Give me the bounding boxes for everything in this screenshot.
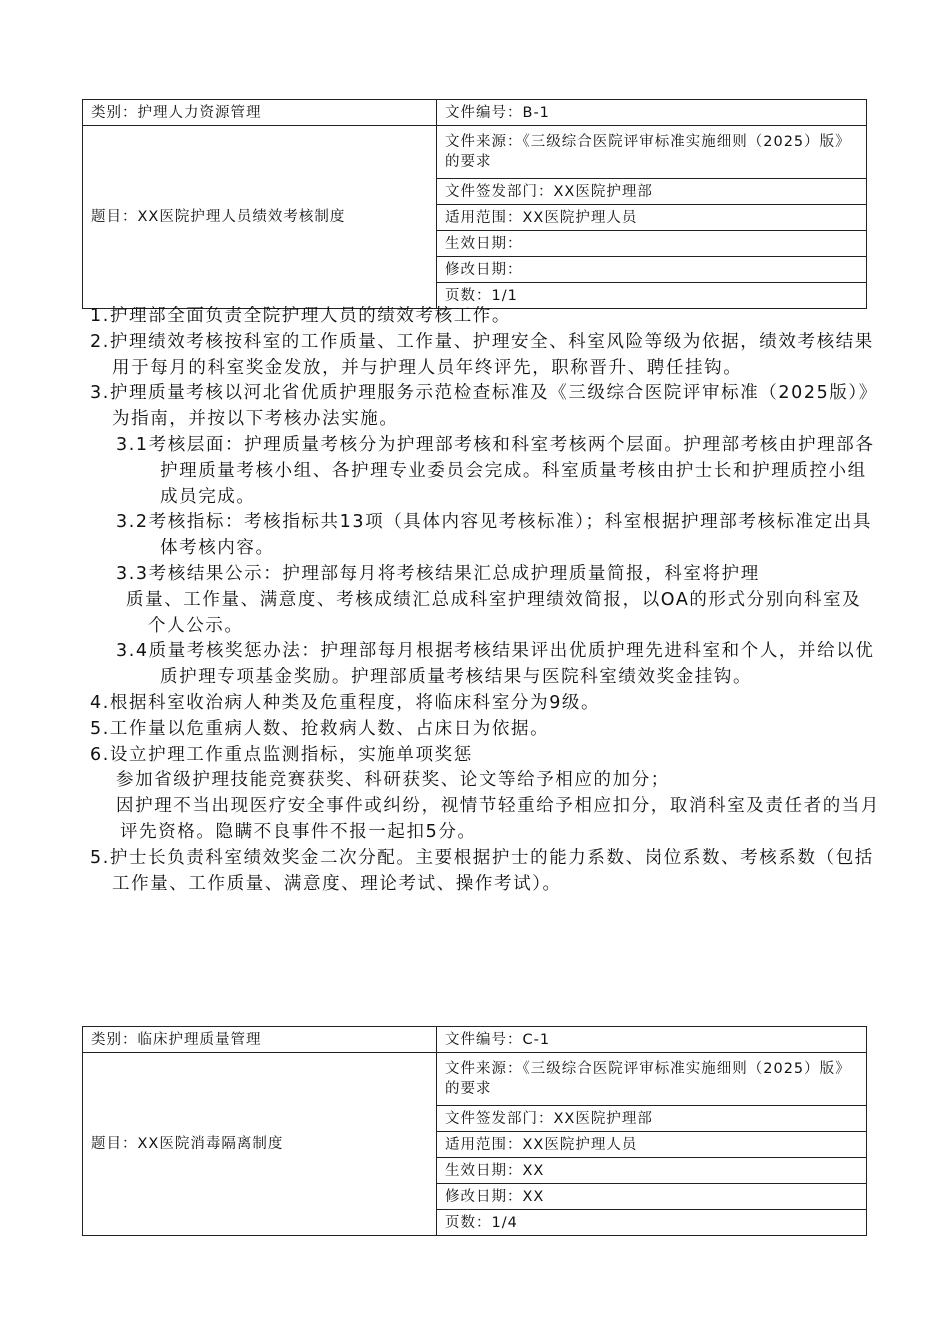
item-1: 1.护理部全面负责全院护理人员的绩效考核工作。 xyxy=(90,306,511,326)
item-2: 2.护理绩效考核按科室的工作质量、工作量、护理安全、科室风险等级为依据，绩效考核结果用于每月的科室奖金发放，并与护理人员年终评先，职称晋升、聘任挂钩。 xyxy=(90,331,874,378)
page-count-cell: 页数：1/1 xyxy=(437,283,867,309)
item-4: 4.根据科室收治病人种类及危重程度，将临床科室分为9级。 xyxy=(90,692,601,713)
source-cell: 文件来源：《三级综合医院评审标准实施细则（2025）版》的要求 xyxy=(437,126,867,179)
title-cell: 题目：XX医院护理人员绩效考核制度 xyxy=(83,126,437,309)
document-body xyxy=(90,304,880,897)
item-7: 5.护士长负责科室绩效奖金二次分配。主要根据护士的能力系数、岗位系数、考核系数（包括工作量、工作质量、满意度、理论考试、操作考试）。 xyxy=(90,847,874,894)
effective-date-cell: 生效日期： xyxy=(437,231,867,257)
category-cell: 类别：护理人力资源管理 xyxy=(83,100,437,126)
scope-cell: 适用范围：XX医院护理人员 xyxy=(437,205,867,231)
item-3: 3.护理质量考核以河北省优质护理服务示范检查标准及《三级综合医院评审标准（2025版）》为指南，并按以下考核办法实施。 xyxy=(90,383,878,430)
source-cell: 文件来源：《三级综合医院评审标准实施细则（2025）版》的要求 xyxy=(437,1053,867,1106)
file-number-cell: 文件编号：B-1 xyxy=(437,100,867,126)
revised-date-cell: 修改日期：XX xyxy=(437,1184,867,1210)
issuing-dept-cell: 文件签发部门：XX医院护理部 xyxy=(437,179,867,205)
item-3-2: 3.2考核指标：考核指标共13项（具体内容见考核标准）；科室根据护理部考核标准定出具体考核内容。 xyxy=(116,512,873,559)
page-count-cell: 页数：1/4 xyxy=(437,1210,867,1236)
item-6-penalty: 因护理不当出现医疗安全事件或纠纷，视情节轻重给予相应扣分，取消科室及责任者的当月评先资格。隐瞒不良事件不报一起扣5分。 xyxy=(116,796,880,842)
item-6-bonus: 参加省级护理技能竞赛获奖、科研获奖、论文等给予相应的加分； xyxy=(116,770,670,791)
issuing-dept-cell: 文件签发部门：XX医院护理部 xyxy=(437,1106,867,1132)
title-cell: 题目：XX医院消毒隔离制度 xyxy=(83,1053,437,1236)
item-3-4: 3.4质量考核奖惩办法：护理部每月根据考核结果评出优质护理先进科室和个人，并给以优质护理专项基金奖励。护理部质量考核结果与医院科室绩效奖金挂钩。 xyxy=(116,641,875,688)
revised-date-cell: 修改日期： xyxy=(437,257,867,283)
item-3-3-continued: 质量、工作量、满意度、考核成绩汇总成科室护理绩效简报，以OA的形式分别向科室及个人公示。 xyxy=(126,589,862,636)
scope-cell: 适用范围：XX医院护理人员 xyxy=(437,1132,867,1158)
document-header-table-2 xyxy=(82,1026,867,1236)
file-number-cell: 文件编号：C-1 xyxy=(437,1027,867,1053)
item-3-1: 3.1考核层面：护理质量考核分为护理部考核和科室考核两个层面。护理部考核由护理部各护理质量考核小组、各护理专业委员会完成。科室质量考核由护士长和护理质控小组成员完成。 xyxy=(116,434,875,507)
document-header-table-1 xyxy=(82,99,867,309)
effective-date-cell: 生效日期：XX xyxy=(437,1158,867,1184)
item-3-3-first-line: 3.3考核结果公示：护理部每月将考核结果汇总成护理质量简报，科室将护理 xyxy=(116,563,760,584)
item-5: 5.工作量以危重病人数、抢救病人数、占床日为依据。 xyxy=(90,718,550,739)
item-6: 6.设立护理工作重点监测指标，实施单项奖惩 xyxy=(90,744,473,765)
category-cell: 类别：临床护理质量管理 xyxy=(83,1027,437,1053)
